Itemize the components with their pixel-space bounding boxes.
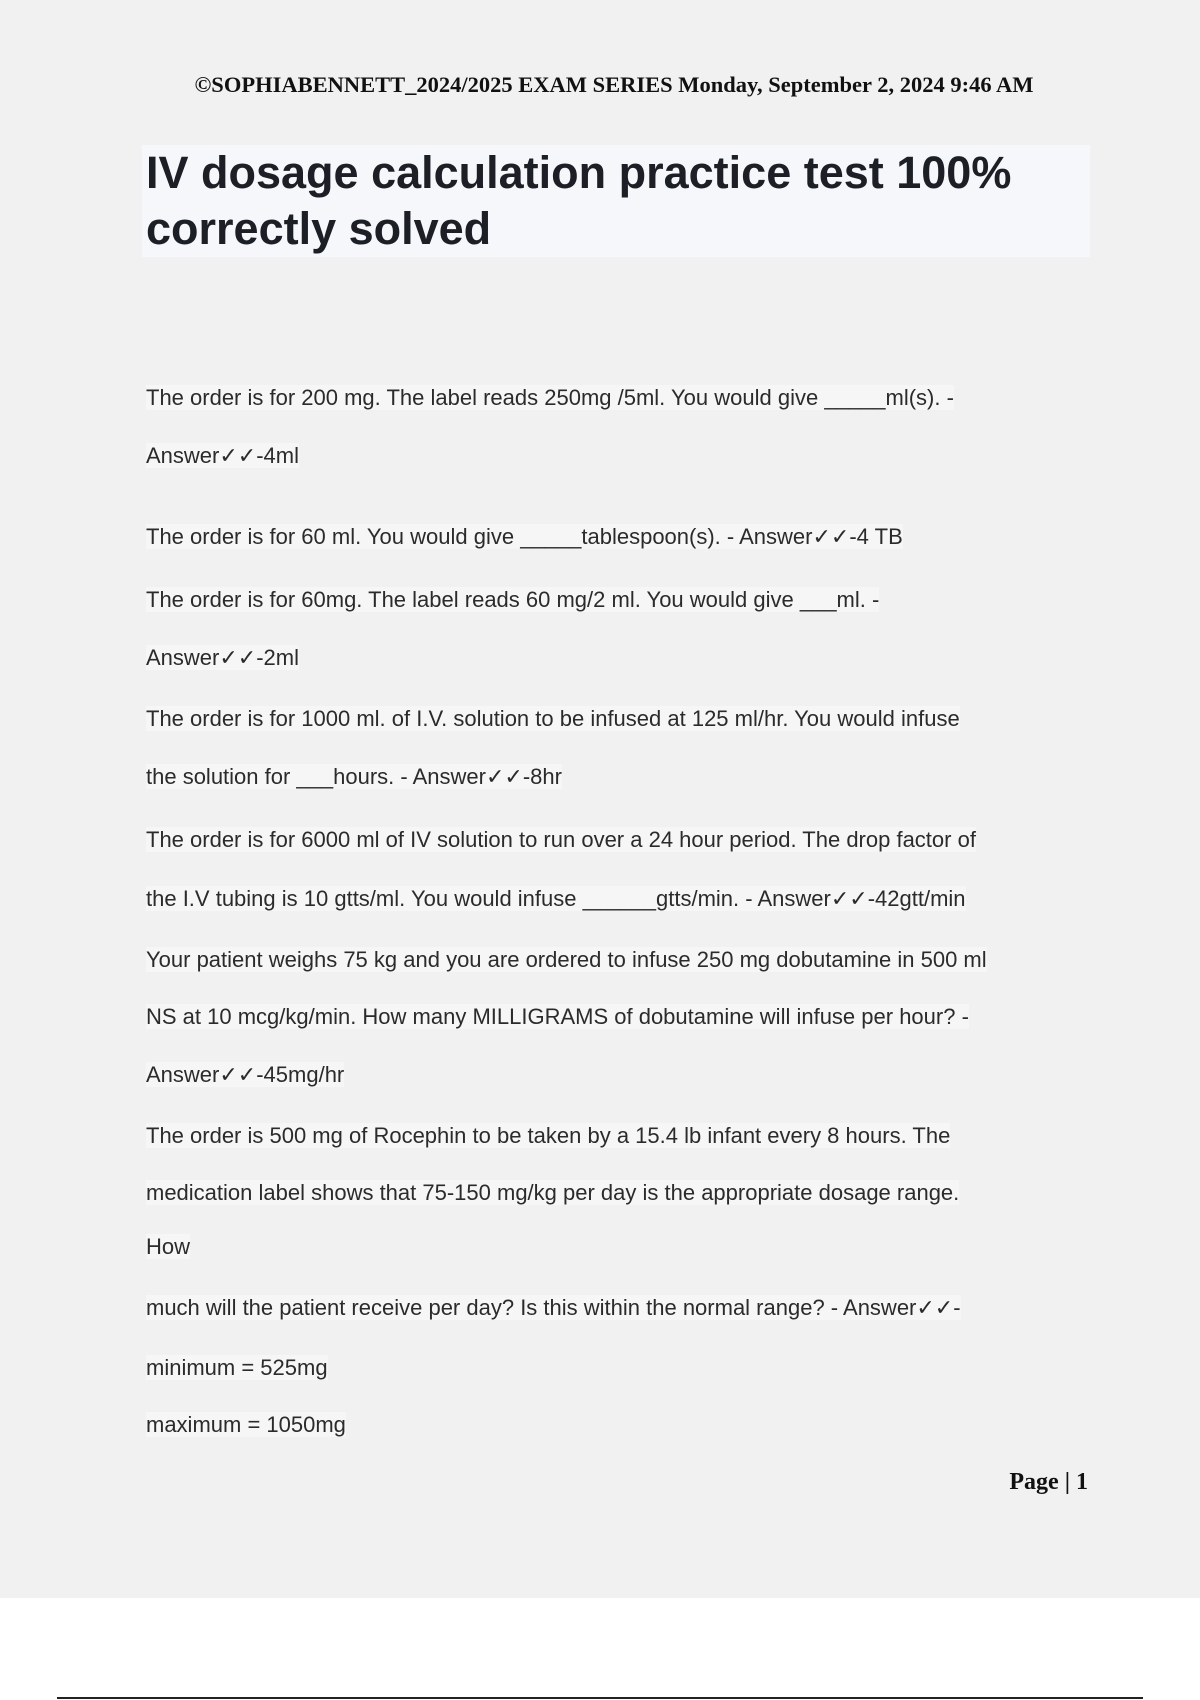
question-line: Your patient weighs 75 kg and you are ordered to infuse 250 mg dobutamine in 500 ml	[146, 947, 987, 972]
page-number: Page | 1	[1009, 1469, 1088, 1495]
answer-line: Answer✓✓-45mg/hr	[146, 1062, 345, 1087]
question-line: NS at 10 mcg/kg/min. How many MILLIGRAMS of dobutamine will infuse per hour? -	[146, 1004, 969, 1029]
question-line: much will the patient receive per day? Is this within the normal range? - Answer✓✓-	[146, 1295, 961, 1320]
question-line: the I.V tubing is 10 gtts/ml. You would infuse ______gtts/min. - Answer✓✓-42gtt/min	[146, 886, 966, 911]
question-line: medication label shows that 75-150 mg/kg per day is the appropriate dosage range.	[146, 1180, 960, 1205]
question-line: The order is for 60 ml. You would give _____tablespoon(s). - Answer✓✓-4 TB	[146, 524, 903, 549]
question-line: The order is 500 mg of Rocephin to be taken by a 15.4 lb infant every 8 hours. The	[146, 1123, 951, 1148]
question-line: How	[146, 1234, 191, 1259]
answer-line: maximum = 1050mg	[146, 1412, 346, 1437]
footer-divider	[57, 1697, 1143, 1699]
answer-line: Answer✓✓-4ml	[146, 443, 300, 468]
answer-line: Answer✓✓-2ml	[146, 645, 300, 670]
question-line: The order is for 200 mg. The label reads 250mg /5ml. You would give _____ml(s). -	[146, 385, 954, 410]
question-line: The order is for 1000 ml. of I.V. solution to be infused at 125 ml/hr. You would infuse	[146, 706, 960, 731]
question-line: the solution for ___hours. - Answer✓✓-8hr	[146, 764, 562, 789]
question-line: The order is for 6000 ml of IV solution to run over a 24 hour period. The drop factor of	[146, 827, 976, 852]
question-line: The order is for 60mg. The label reads 60 mg/2 ml. You would give ___ml. -	[146, 587, 880, 612]
document-title: IV dosage calculation practice test 100% correctly solved	[146, 147, 1012, 254]
answer-line: minimum = 525mg	[146, 1355, 328, 1380]
page-header: ©SOPHIABENNETT_2024/2025 EXAM SERIES Monday, September 2, 2024 9:46 AM	[194, 72, 1034, 97]
